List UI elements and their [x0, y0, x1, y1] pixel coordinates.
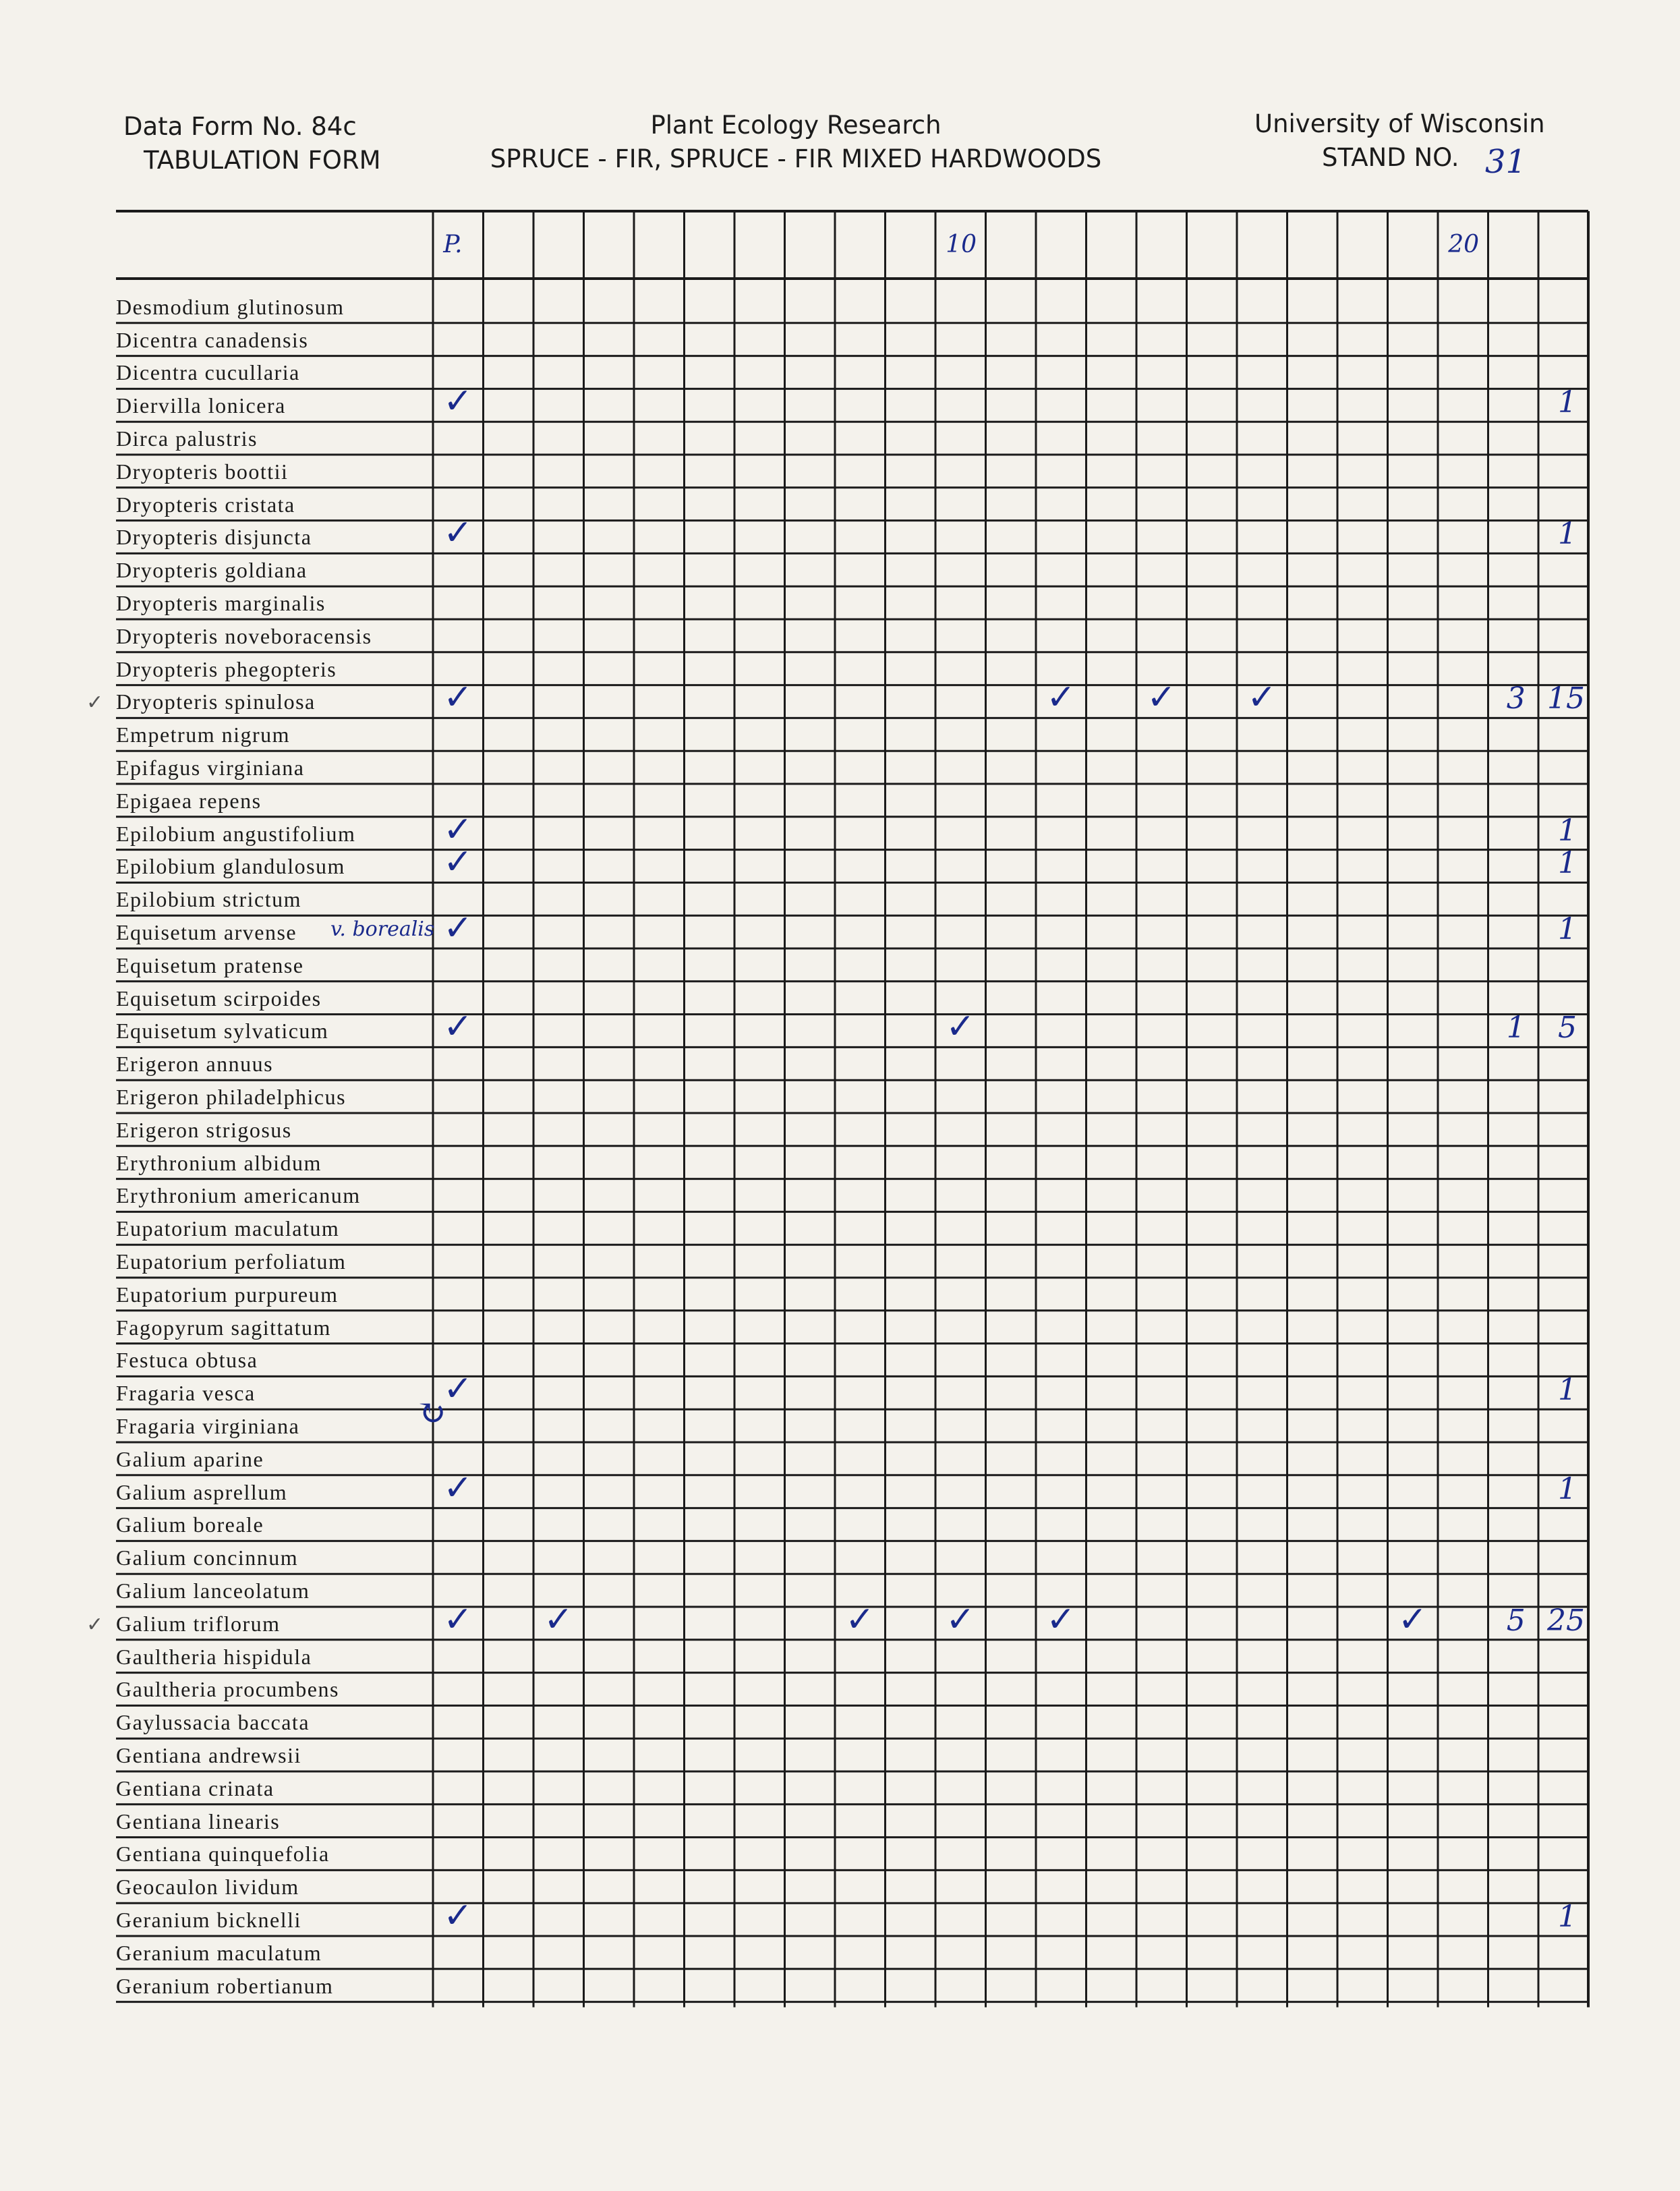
- species-name: Geranium robertianum: [116, 1973, 334, 1998]
- form-type: TABULATION FORM: [144, 146, 381, 175]
- species-name: Geranium bicknelli: [116, 1908, 301, 1932]
- species-name: Gaylussacia baccata: [116, 1710, 310, 1735]
- column-header: 20: [1448, 231, 1480, 258]
- species-name: Galium concinnum: [116, 1545, 299, 1570]
- check-mark-icon: ✓: [1046, 677, 1076, 718]
- check-mark-icon: ✓: [946, 1006, 975, 1048]
- species-name: Festuca obtusa: [116, 1348, 258, 1373]
- species-name: Gentiana andrewsii: [116, 1743, 301, 1767]
- species-name: Dryopteris disjuncta: [116, 525, 312, 550]
- check-mark-icon: ✓: [443, 1599, 473, 1640]
- species-name: Geranium maculatum: [116, 1940, 322, 1965]
- species-name: Erigeron strigosus: [116, 1117, 292, 1142]
- check-mark-icon: ✓: [443, 1467, 473, 1508]
- species-name: Eupatorium purpureum: [116, 1282, 339, 1307]
- species-name: Galium boreale: [116, 1512, 264, 1537]
- frequency-percent: 15: [1547, 681, 1585, 716]
- check-mark-icon: ✓: [443, 1896, 473, 1936]
- species-name: Galium lanceolatum: [116, 1578, 310, 1603]
- check-mark-icon: ✓: [443, 1369, 473, 1410]
- species-name: Geocaulon lividum: [116, 1875, 299, 1900]
- frequency-count: 3: [1506, 681, 1526, 716]
- check-mark-icon: ✓: [443, 513, 473, 554]
- species-name: Galium aparine: [116, 1446, 264, 1471]
- species-name: Dryopteris cristata: [116, 492, 295, 517]
- species-name: Epilobium strictum: [116, 887, 301, 912]
- frequency-percent: 1: [1558, 385, 1577, 420]
- species-name: Epigaea repens: [116, 788, 262, 813]
- species-name: Dicentra canadensis: [116, 327, 309, 352]
- species-name: Gentiana crinata: [116, 1775, 274, 1800]
- column-header: 10: [946, 231, 977, 258]
- species-name: Eupatorium maculatum: [116, 1216, 340, 1241]
- form-subtitle: SPRUCE - FIR, SPRUCE - FIR MIXED HARDWOODS: [490, 144, 1102, 173]
- check-mark-icon: ✓: [443, 842, 473, 883]
- university-name: University of Wisconsin: [1254, 109, 1545, 138]
- margin-check-icon: ✓: [86, 1612, 104, 1637]
- species-name: Fragaria virginiana: [116, 1414, 300, 1438]
- frequency-percent: 1: [1558, 813, 1577, 848]
- frequency-count: 1: [1506, 1011, 1526, 1046]
- species-name: Dryopteris noveboracensis: [116, 623, 372, 648]
- column-header: P.: [443, 231, 463, 258]
- check-mark-icon: ✓: [1046, 1599, 1076, 1640]
- check-mark-icon: ✓: [443, 809, 473, 850]
- species-name: Fragaria vesca: [116, 1381, 256, 1406]
- species-variety-note: v. borealis: [330, 917, 435, 941]
- stand-label: STAND NO.: [1322, 143, 1459, 172]
- species-name: Desmodium glutinosum: [116, 294, 345, 319]
- species-name: Epifagus virginiana: [116, 756, 305, 780]
- species-name: Empetrum nigrum: [116, 722, 291, 747]
- frequency-count: 5: [1506, 1603, 1526, 1638]
- species-name: Dryopteris phegopteris: [116, 656, 337, 681]
- frequency-percent: 1: [1558, 517, 1577, 552]
- frequency-percent: 1: [1558, 1900, 1577, 1934]
- species-name: Dryopteris goldiana: [116, 558, 308, 583]
- check-mark-icon: ✓: [443, 381, 473, 422]
- species-name: Galium asprellum: [116, 1479, 288, 1504]
- check-mark-icon: ✓: [946, 1599, 975, 1640]
- species-name: Eupatorium perfoliatum: [116, 1249, 347, 1274]
- species-name: Dirca palustris: [116, 426, 258, 451]
- species-name: Dryopteris boottii: [116, 459, 289, 484]
- check-mark-icon: ✓: [845, 1599, 875, 1640]
- species-name: Gaultheria procumbens: [116, 1677, 339, 1702]
- species-name: Gentiana linearis: [116, 1809, 281, 1833]
- species-name: Diervilla lonicera: [116, 393, 286, 418]
- species-name: Erigeron annuus: [116, 1052, 274, 1077]
- species-name: Erythronium albidum: [116, 1150, 322, 1175]
- curved-arrow-icon: ↻: [417, 1393, 446, 1434]
- check-mark-icon: ✓: [443, 908, 473, 948]
- check-mark-icon: ✓: [1247, 677, 1277, 718]
- species-name: Equisetum sylvaticum: [116, 1019, 329, 1044]
- check-mark-icon: ✓: [443, 1006, 473, 1048]
- form-number: Data Form No. 84c: [123, 112, 357, 141]
- check-mark-icon: ✓: [1397, 1599, 1428, 1640]
- species-name: Equisetum scirpoides: [116, 986, 322, 1011]
- species-name: Epilobium glandulosum: [116, 854, 345, 879]
- species-name: Galium triflorum: [116, 1611, 281, 1636]
- species-name: Dryopteris spinulosa: [116, 689, 316, 714]
- species-name: Equisetum arvense: [116, 920, 297, 944]
- frequency-percent: 1: [1558, 1373, 1577, 1408]
- species-name: Dryopteris marginalis: [116, 591, 326, 615]
- species-name: Epilobium angustifolium: [116, 821, 356, 846]
- stand-number: 31: [1485, 143, 1527, 181]
- check-mark-icon: ✓: [1147, 677, 1176, 718]
- check-mark-icon: ✓: [443, 677, 473, 718]
- frequency-percent: 5: [1558, 1011, 1577, 1046]
- species-name: Equisetum pratense: [116, 952, 304, 977]
- species-name: Erythronium americanum: [116, 1183, 361, 1208]
- species-name: Gentiana quinquefolia: [116, 1842, 330, 1867]
- org-title: Plant Ecology Research: [650, 111, 942, 140]
- species-name: Gaultheria hispidula: [116, 1644, 312, 1669]
- frequency-percent: 1: [1558, 912, 1577, 946]
- margin-check-icon: ✓: [86, 691, 104, 715]
- frequency-percent: 1: [1558, 846, 1577, 881]
- species-name: Fagopyrum sagittatum: [116, 1315, 331, 1340]
- frequency-percent: 1: [1558, 1471, 1577, 1506]
- species-name: Erigeron philadelphicus: [116, 1085, 347, 1109]
- check-mark-icon: ✓: [544, 1599, 573, 1640]
- frequency-percent: 25: [1547, 1603, 1585, 1638]
- species-name: Dicentra cucullaria: [116, 360, 300, 385]
